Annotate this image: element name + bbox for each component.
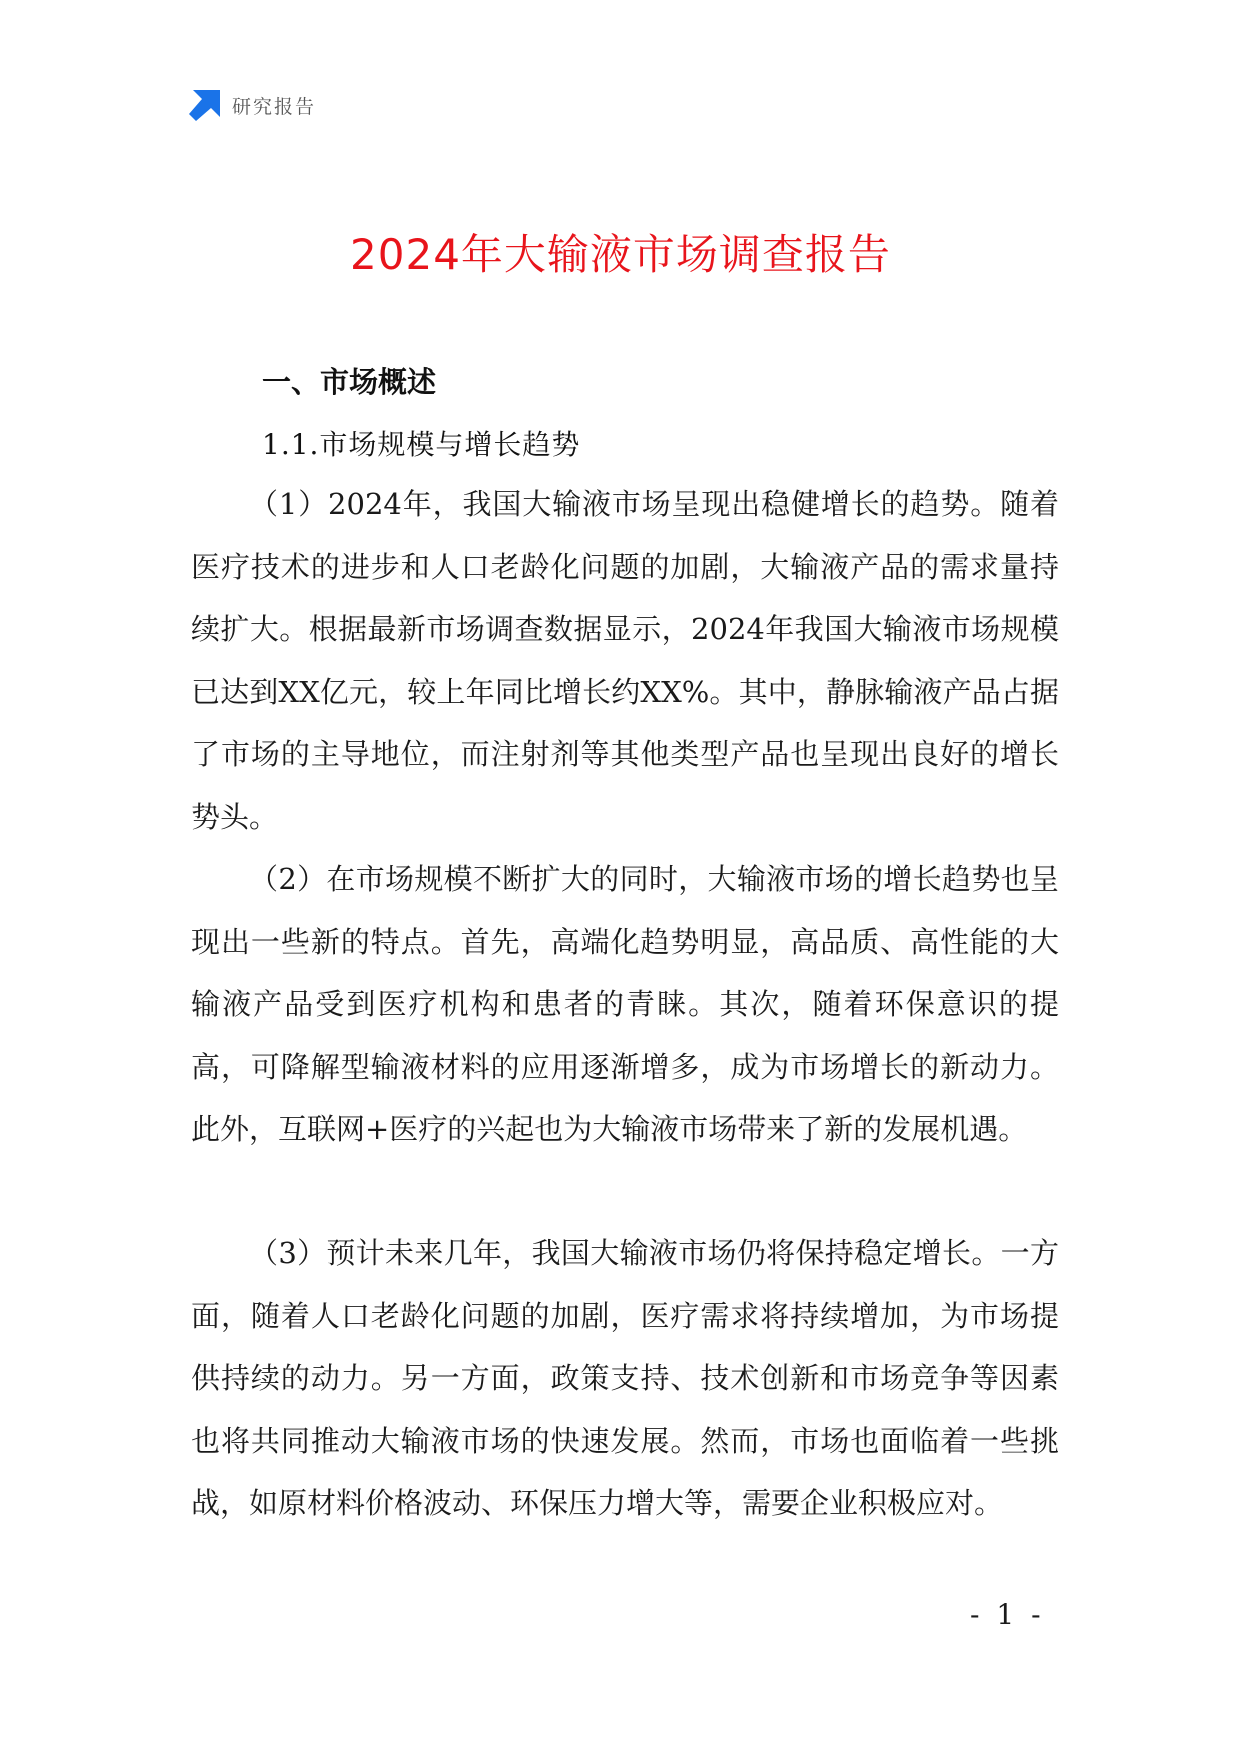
header-label: 研究报告 [232,95,317,118]
page-header [189,88,316,122]
document-title: 2024年大输液市场调查报告 [350,230,891,279]
paragraph-3: （3）预计未来几年，我国大输液市场仍将保持稳定增长。一方面，随着人口老龄化问题的加剧，医疗需求将持续增加，为市场提供持续的动力。另一方面，政策支持、技术创新和市场竞争等因素也将共同推动大输液市场的快速发展。然而，市场也面临着一些挑战，如原材料价格波动、环保压力增大等，需要企业积极应对。 [191,1236,1059,1520]
paragraph-1: （1）2024年，我国大输液市场呈现出稳健增长的趋势。随着医疗技术的进步和人口老龄化问题的加剧，大输液产品的需求量持续扩大。根据最新市场调查数据显示，2024年我国大输液市场规模已达到XX亿元，较上年同比增长约XX%。其中，静脉输液产品占据了市场的主导地位，而注射剂等其他类型产品也呈现出良好的增长势头。 [191,487,1059,834]
arrow-up-right-icon [189,90,220,121]
paragraph-2: （2）在市场规模不断扩大的同时，大输液市场的增长趋势也呈现出一些新的特点。首先，高端化趋势明显，高品质、高性能的大输液产品受到医疗机构和患者的青睐。其次，随着环保意识的提高，可降解型输液材料的应用逐渐增多，成为市场增长的新动力。此外，互联网+医疗的兴起也为大输液市场带来了新的发展机遇。 [191,862,1059,1146]
section-heading: 一、市场概述 [262,365,437,399]
subsection-heading: 1.1.市场规模与增长趋势 [262,428,581,461]
page-number: - 1 - [970,1598,1045,1631]
